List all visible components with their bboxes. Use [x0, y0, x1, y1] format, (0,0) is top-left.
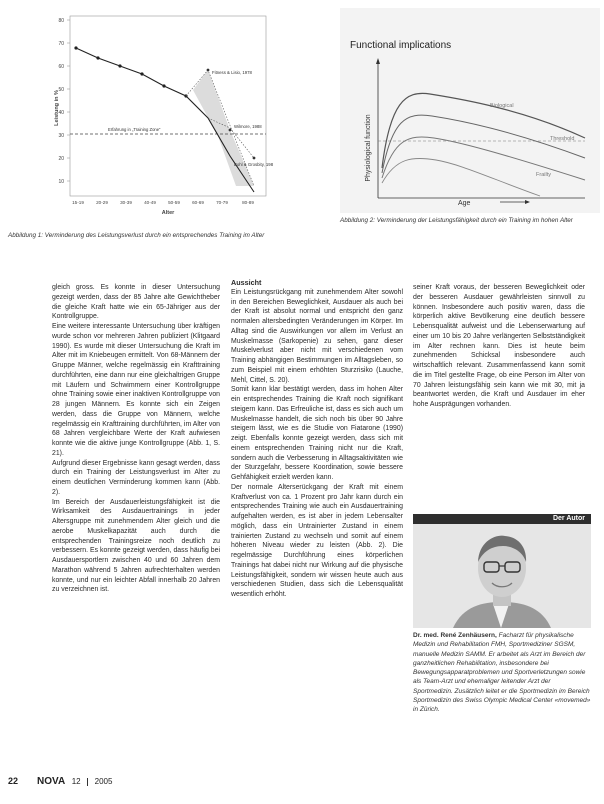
- x-tick: 40-49: [144, 200, 156, 205]
- issue-year: 2005: [94, 777, 113, 786]
- figure-2-svg: [340, 8, 600, 213]
- author-name: Dr. med. René Zenhäusern,: [413, 632, 497, 639]
- x-axis-label: Alter: [161, 210, 175, 216]
- issue-number: 12: [71, 777, 81, 786]
- page-number: 22: [8, 776, 19, 786]
- author-bio: [413, 631, 591, 715]
- paragraph: Der normale Alterserückgang der Kraft mit einem Kraftverlust von ca. 1 Prozent pro Jahr kann durch ein entsprechendes Training wie auch ein Ausdauertraining aufgehalten werden, es ist aber in jedem Lebensalter möglich, dass ein Untrainierter Zustand in einem trainierten Zustand zu wechseln und somit auf einem höheren Niveau wieder zu leisten (Abb. 2). Die regelmässige Durchführung eines körperlichen Trainings hat dabei nicht nur Wirkung auf die physische Leistungsfähigkeit, sondern wir wissen heute auch aus verschiedenen Studien, dass sich die Lebensqualität wesentlich erhöht.: [231, 483, 403, 598]
- figure-2-y-label: Physiological function: [365, 114, 372, 182]
- page-footer: [8, 776, 308, 790]
- line-label-threshold: Threshold: [550, 136, 575, 142]
- figure-2-functional-chart: [340, 8, 600, 213]
- column-c: [413, 283, 585, 408]
- column-a: [52, 283, 220, 783]
- line-label-frailty: Frailty: [536, 172, 551, 178]
- x-tick: 20-29: [96, 200, 108, 205]
- x-tick: 50-59: [168, 200, 180, 205]
- y-tick: 80: [58, 18, 64, 24]
- y-tick: 40: [58, 110, 64, 116]
- section-heading: Aussicht: [231, 278, 262, 287]
- x-tick: 30-39: [120, 200, 132, 205]
- y-tick: 20: [58, 156, 64, 162]
- annotation-top: Fitness & Lisio, 1978: [212, 70, 252, 75]
- paragraph: Somit kann klar bestätigt werden, dass im hohen Alter ein entsprechendes Training die Kraft noch signifikant steigern kann. Das Erfreuliche ist, dass es sich auch um Muskelmasse handelt, die sich noch bis über 90 Jahre steigern lässt, wie es die Studie von Fiatarone (1990) zeigt. Ebenfalls konnte gezeigt werden, dass sich mit einem entsprechenden Training nicht nur die Kraft, sondern auch die Verbesserung in Alltagsaktivitäten wie der Sturzgefahr, bessere Koordination, sowie bessere Gehfähigkeit erzielt werden kann.: [231, 386, 403, 481]
- magazine-name: NOVA: [37, 776, 66, 787]
- figure-1-caption: Abbildung 1: Verminderung des Leistungsverlust durch ein entsprechendes Training im Alter: [8, 232, 265, 239]
- footer-separator: [87, 778, 88, 786]
- annotation-mid: Wilmore, 1988: [234, 124, 262, 129]
- author-photo: [413, 524, 591, 628]
- line-label-biological: Biological: [490, 103, 514, 109]
- x-tick: 70-79: [216, 200, 228, 205]
- author-box-header: [413, 514, 591, 524]
- y-tick: 50: [58, 87, 64, 93]
- threshold-label: Erfahrung in „Training Zone“: [108, 127, 161, 132]
- figure-1-svg: [8, 8, 273, 228]
- figure-2-title: Functional implications: [350, 40, 452, 51]
- column-b: [231, 278, 403, 778]
- author-portrait-image: [413, 524, 591, 628]
- y-tick: 30: [58, 133, 64, 139]
- paragraph: Eine weitere interessante Untersuchung über kräftigen wurde schon vor mehreren Jahren publiziert (Klitgaard 1990). Es wurde mit dieser Untersuchung die Kraft im Alter mit im Kniebeugen ermittelt. Von 68-Männern der Gruppe Männer, welche regelmässig ein Krafttraining durchführten, eine dann nur eine gleichaltrigen Gruppe mit Läufern und Schwimmern einer Kontrollgruppe ohne Training sowie einer inaktiven Kontrollgruppe von 28 jungen Männern. Es konnte sich ein Zeigen werden, dass die Gruppe von Männern, welche regelmässig ein Krafttraining durchführten, im Alter von 68 Jahren vergleichbare Werte der Kraft aufwiesen konnte wie die aktive junge Kontrollgruppe (Abb. 1, S. 21).: [52, 323, 220, 457]
- figure-2-caption: Abbildung 2: Verminderung der Leistungsfähigkeit durch ein Training im hohen Alter: [340, 217, 573, 224]
- x-tick: 80-89: [242, 200, 254, 205]
- annotation-low: Bohl & Grosbity, 1985: [234, 162, 273, 167]
- paragraph: Ein Leistungsrückgang mit zunehmendem Alter sowohl in den Bereichen Beweglichkeit, Ausdauer als auch bei der Kraft ist absolut normal und entspricht den ganz normalen altersbedingten Veränderungen im Körper. Im Alltag sind die Auswirkungen vor allem im Verlust an Muskelmasse (Sarkopenie) zu sehen, ganz dieser Muskelverlust aber nicht mit verschiedenen vom Training abhängigen Bestimmungen im Alltagsleben, so zum Beispiel mit einem erhöhten Sturzrisiko (Lauche, Mehl, Cittel, S. 20).: [231, 288, 403, 384]
- figure-1-strength-chart: [8, 8, 273, 228]
- author-box-title: Der Autor: [552, 515, 585, 522]
- y-axis-label: Leistung in %: [54, 90, 60, 126]
- y-tick: 10: [58, 179, 64, 185]
- y-tick: 70: [58, 41, 64, 47]
- paragraph: gleich gross. Es konnte in dieser Untersuchung gezeigt werden, dass der 85 Jahre alte Gewichtheber die gleiche Kraft hatte wie ein 65-Jähriger aus der Kontrollgruppe.: [52, 284, 220, 321]
- paragraph: seiner Kraft voraus, der besseren Beweglichkeit oder der besseren Ausdauer gewährleisten sinnvoll zu können. Insbesondere auch positiv waren, dass die körperlich aktive Bevölkerung eine deutlich bessere Lebensqualität aufweist und die Lebenserwartung auf einer um 10 bis 20 Jahre verlängerten Selbstständigkeit im Alter rechnen kann. Dies ist heute beim zunehmenden Schicksal insbesondere auch wirtschaftlich relevant. Zusammenfassend kann somit die im Titel gestellte Frage, ob eine Person im Alter von 70 Jahren leistungsfähig sein kann wie mit 30, mit ja beantwortet werden, die Kraft und Ausdauer im eher hohe Ausprägungen vorhanden.: [413, 284, 585, 408]
- author-description: Facharzt für physikalische Medizin und Rehabilitation FMH, Sportmediziner SGSM, manuelle Medizin SAMM. Er arbeitet als Arzt im Bereich der ganzheitlichen Rehabilitation, insbesondere bei Bewegungsapparatproblemen und Sportverletzungen sowie als Team-Arzt und ehemaliger leitender Arzt der Sportmedizin. Zusätzlich leitet er die Sportmedizin im Bereich Sportmedizin des Swiss Olympic Medical Center «movemed» in Zürich.: [413, 632, 591, 714]
- y-tick: 60: [58, 64, 64, 70]
- paragraph: Aufgrund dieser Ergebnisse kann gesagt werden, dass durch ein Training der Leistungsverlust im Alter zu einem deutlichen Verminderung kommen kann (Abb. 2).: [52, 459, 220, 496]
- x-tick: 15-19: [72, 200, 84, 205]
- paragraph: Im Bereich der Ausdauerleistungsfähigkeit ist die Wirksamkeit des Ausdauertrainings in jeder Altersgruppe mit zunehmendem Alter gleich und die aerobe Muskelkapazität auch durch die entsprechenden Trainingsreize noch deutlich zu verbessern. Es konnte gezeigt werden, dass häufig bei Ausdauersportlern zwischen 40 und 60 Jahren dem Marathon während 5 Jahren aufrechterhalten werden konnte, und nur ein leichter Abfall innerhalb 20 Jahren zu verzeichnen ist.: [52, 498, 220, 594]
- figure-2-x-label: Age: [458, 200, 471, 207]
- x-tick: 60-69: [192, 200, 204, 205]
